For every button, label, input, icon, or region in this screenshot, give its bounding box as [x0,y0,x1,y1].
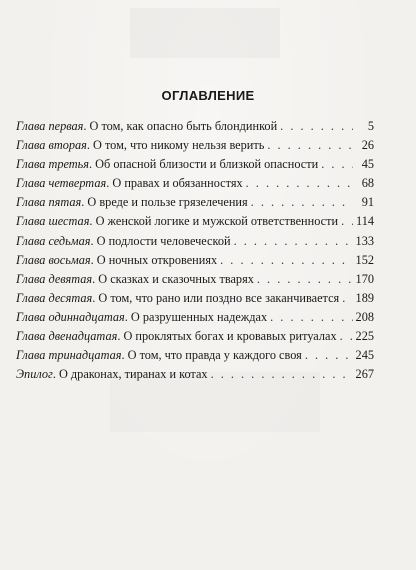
chapter-title: О сказках и сказочных тварях [98,271,254,286]
dot-leader [246,174,353,193]
toc-entry [16,174,374,193]
dot-leader [340,327,353,346]
page-number: 91 [361,195,374,210]
page-number: 152 [355,252,374,267]
toc-entry-text: Глава седьмая. О подлости человеческой [16,233,231,248]
chapter-label: Глава вторая [16,138,87,153]
page-number: 114 [356,214,374,229]
chapter-title: О вреде и пользе грязелечения [87,195,248,210]
dot-leader [341,212,353,231]
toc-entry-text: Глава тринадцатая. О том, что правда у каждого своя [16,348,302,363]
dot-leader [270,308,352,327]
toc-entry-text: Глава вторая. О том, что никому нельзя верить [16,138,265,153]
dot-leader [280,117,353,136]
chapter-title: О том, что рано или поздно все заканчивается [98,290,340,305]
chapter-label: Глава восьмая [16,252,91,267]
toc-entry [16,136,374,155]
page-number: 26 [361,138,374,153]
bleed-through-shadow [130,8,280,58]
page-number: 208 [355,309,374,324]
chapter-label: Глава двенадцатая [16,329,118,344]
chapter-label: Эпилог [16,367,53,382]
toc-entry [16,365,374,384]
chapter-title: О драконах, тиранах и котах [58,367,208,382]
chapter-title: О разрушенных надеждах [130,309,268,324]
toc-entry-text: Глава одиннадцатая. О разрушенных надеждах [16,309,268,324]
toc-entry [16,327,374,346]
chapter-label: Глава тринадцатая [16,348,122,363]
chapter-label: Глава седьмая [16,233,91,248]
page-number: 189 [355,290,374,305]
toc-entry-text: Глава двенадцатая. О проклятых богах и кровавых ритуалах [16,329,337,344]
dot-leader [321,155,353,174]
page-number: 245 [355,348,374,363]
chapter-title: О проклятых богах и кровавых ритуалах [123,329,337,344]
page-number: 5 [367,119,374,133]
chapter-title: О ночных откровениях [96,252,218,267]
page-number: 170 [355,271,374,286]
page-number: 225 [355,329,374,344]
dot-leader [220,251,352,270]
chapter-title: Об опасной близости и близкой опасности [95,157,319,172]
dot-leader [251,193,353,212]
chapter-label: Глава шестая [16,214,90,229]
toc-entry [16,346,374,365]
dot-leader [305,346,353,365]
toc-entry-text: Глава первая. О том, как опасно быть блондинкой [16,119,278,133]
toc-entry [16,232,374,251]
page-number: 68 [361,176,374,191]
toc-entry-text: Глава четвертая. О правах и обязанностях [16,176,243,191]
dot-leader [342,289,352,308]
toc-entry [16,117,374,136]
chapter-label: Глава четвертая [16,176,107,191]
toc-entry [16,212,374,231]
chapter-label: Глава первая [16,119,84,133]
chapter-title: О подлости человеческой [96,233,231,248]
toc-entry [16,270,374,289]
toc-entry [16,308,374,327]
toc-entry-text: Глава десятая. О том, что рано или поздно все заканчивается [16,290,340,305]
chapter-title: О правах и обязанностях [112,176,243,191]
chapter-title: О женской логике и мужской ответственности [95,214,339,229]
toc-entry-text: Глава третья. Об опасной близости и близкой опасности [16,157,319,172]
toc-entry [16,289,374,308]
page-number: 267 [355,367,374,382]
toc-entry [16,193,374,212]
chapter-title: О том, что правда у каждого своя [127,348,302,363]
table-of-contents [16,117,374,384]
chapter-label: Глава третья [16,157,89,172]
chapter-label: Глава одиннадцатая [16,309,125,324]
toc-entry [16,155,374,174]
toc-entry-text: Глава девятая. О сказках и сказочных тварях [16,271,254,286]
toc-entry-text: Глава шестая. О женской логике и мужской ответственности [16,214,339,229]
toc-entry-text: Эпилог. О драконах, тиранах и котах [16,367,208,382]
page-number: 45 [361,157,374,172]
toc-heading: ОГЛАВЛЕНИЕ [161,88,255,103]
chapter-title: О том, что никому нельзя верить [93,138,265,153]
chapter-label: Глава десятая [16,290,93,305]
dot-leader [211,365,353,384]
chapter-label: Глава девятая [16,271,93,286]
chapter-title: О том, как опасно быть блондинкой [89,119,278,133]
dot-leader [257,270,353,289]
dot-leader [267,136,353,155]
toc-entry [16,251,374,270]
dot-leader [234,232,353,251]
chapter-label: Глава пятая [16,195,82,210]
page-number: 133 [355,233,374,248]
toc-entry-text: Глава пятая. О вреде и пользе грязелечения [16,195,248,210]
toc-entry-text: Глава восьмая. О ночных откровениях [16,252,218,267]
